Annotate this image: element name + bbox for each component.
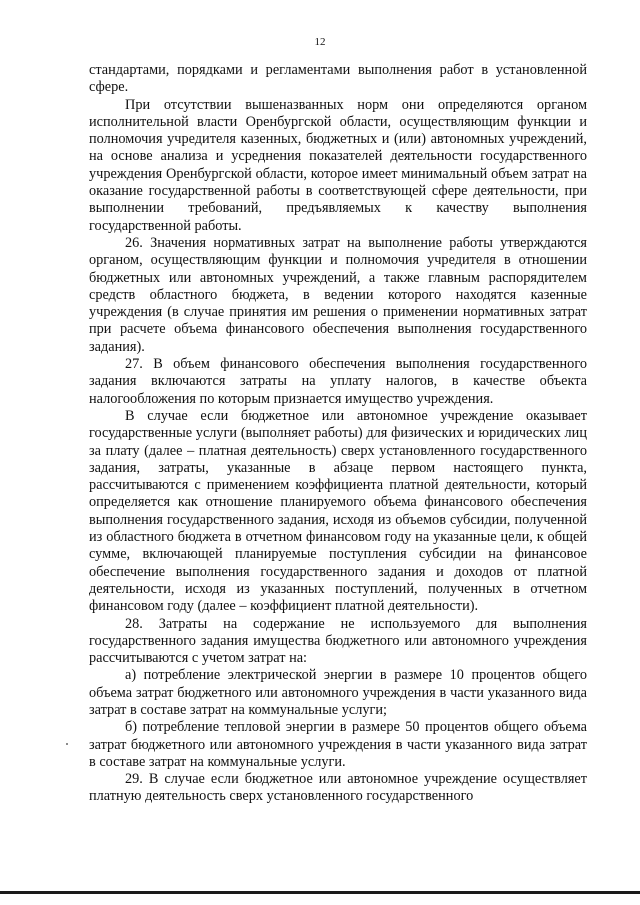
paragraph-continuation: стандартами, порядками и регламентами выполнения работ в установленной сфере. [89, 62, 587, 96]
paragraph-clause-26: 26. Значения нормативных затрат на выполнение работы утверждаются органом, осуществляющим функции и полномочия учредителя в отношении бюджетных или автономных учреждений, а также главным распорядителем средств областного бюджета, в ведении которого находятся казенные учреждения (в случае принятия им решения о применении нормативных затрат при расчете объема финансового обеспечения выполнения государственного задания). [89, 234, 587, 355]
paragraph-paid-activity: В случае если бюджетное или автономное учреждение оказывает государственные услуги (выполняет работы) для физических и юридических лиц за плату (далее – платная деятельность) сверх установленного государственного задания, затраты, указанные в абзаце первом настоящего пункта, рассчитываются с применением коэффициента платной деятельности, который определяется как отношение планируемого объема финансового обеспечения выполнения государственного задания, исходя из объемов субсидии, полученной из областного бюджета в отчетном финансовом году на указанные цели, к общей сумме, включающей планируемые поступления субсидии на финансовое обеспечение выполнения государственного задания и доходов от платной деятельности, исходя из указанных поступлений, полученных в отчетном финансовом году (далее – коэффициент платной деятельности). [89, 407, 587, 615]
paragraph-norms-absence: При отсутствии вышеназванных норм они определяются органом исполнительной власти Оренбургской области, осуществляющим функции и полномочия учредителя казенных, бюджетных и (или) автономных учреждений, на основе анализа и усреднения показателей деятельности государственного учреждения Оренбургской области, которое имеет минимальный объем затрат на оказание государственной работы в соответствующей сфере деятельности, при выполнении требований, предъявляемых к качеству выполнения государственной работы. [89, 96, 587, 234]
paragraph-clause-29: 29. В случае если бюджетное или автономное учреждение осуществляет платную деятельность сверх установленного государственного [89, 771, 587, 805]
paragraph-item-a: а) потребление электрической энергии в размере 10 процентов общего объема затрат бюджетного или автономного учреждения в части указанного вида затрат в составе затрат на коммунальные услуги; [89, 667, 587, 718]
paragraph-clause-27: 27. В объем финансового обеспечения выполнения государственного задания включаются затраты на уплату налогов, в качестве объекта налогообложения по которым признается имущество учреждения. [89, 356, 587, 407]
margin-speck [66, 743, 68, 745]
bottom-edge-rule [0, 891, 640, 894]
document-body [89, 62, 587, 806]
page-number: 12 [314, 36, 326, 48]
paragraph-item-b: б) потребление тепловой энергии в размере 50 процентов общего объема затрат бюджетного или автономного учреждения в части указанного вида затрат в составе затрат на коммунальные услуги. [89, 719, 587, 770]
paragraph-clause-28: 28. Затраты на содержание не используемого для выполнения государственного задания имущества бюджетного или автономного учреждения рассчитываются с учетом затрат на: [89, 615, 587, 667]
